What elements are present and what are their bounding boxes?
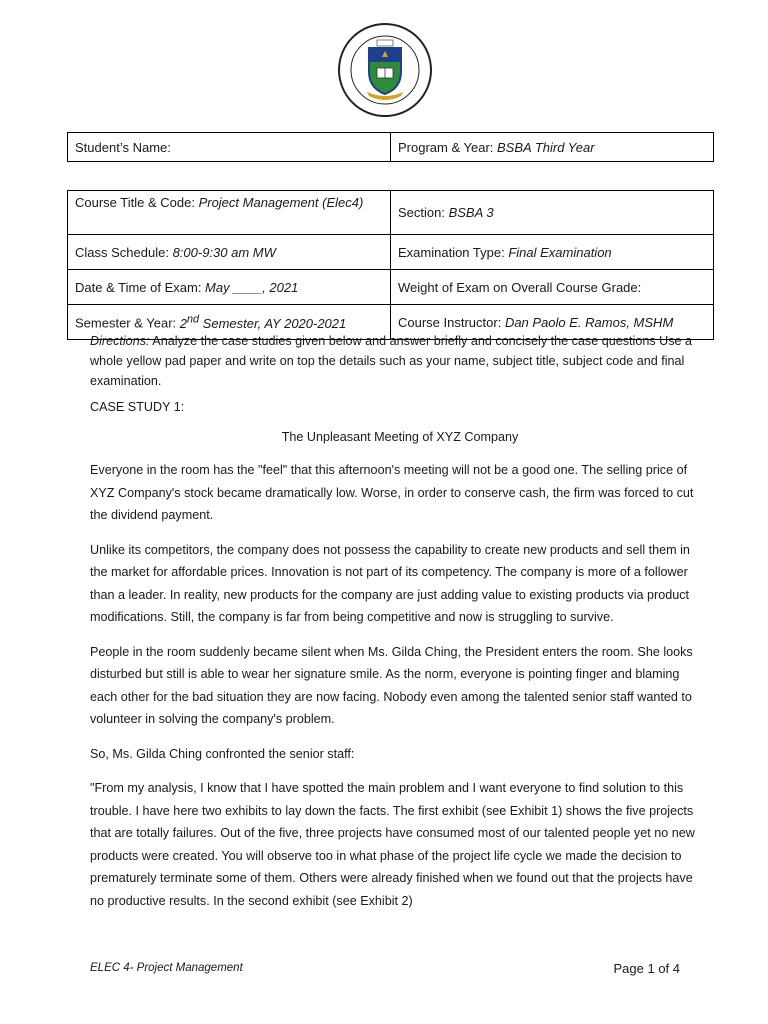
semester-label: Semester & Year: <box>75 315 180 331</box>
exam-weight-label: Weight of Exam on Overall Course Grade: <box>398 279 642 295</box>
exam-body <box>90 331 710 912</box>
case-study-title: The Unpleasant Meeting of XYZ Company <box>281 429 519 444</box>
schedule-value: 8:00-9:30 am MW <box>172 244 276 260</box>
exam-date-value: May ____, 2021 <box>205 279 299 295</box>
schedule-label: Class Schedule: <box>75 244 173 260</box>
instructor-value: Dan Paolo E. Ramos, MSHM <box>504 314 674 330</box>
course-title-cell <box>68 191 391 235</box>
schedule-cell <box>68 235 391 270</box>
exam-type-cell <box>391 235 714 270</box>
directions-paragraph <box>90 331 710 392</box>
exam-date-cell <box>68 270 391 305</box>
course-info-table <box>67 190 714 340</box>
directions-label: Directions: <box>90 334 150 348</box>
section-cell <box>391 191 714 235</box>
page-number: Page 1 of 4 <box>613 961 680 976</box>
section-label: Section: <box>398 205 449 220</box>
exam-type-value: Final Examination <box>508 244 612 260</box>
footer-course: ELEC 4- Project Management <box>90 962 243 974</box>
course-title-value: Project Management (Elec4) <box>198 195 364 210</box>
student-name-cell <box>68 133 391 162</box>
student-name-label: Student’s Name: <box>75 139 171 155</box>
directions-text: Analyze the case studies given below and answer briefly and concisely the case questions Use a whole yellow pad paper and write on top the details such as your name, subject title, subject code and final examination. <box>90 334 693 389</box>
case-paragraph: Unlike its competitors, the company does not possess the capability to create new products and sell them in the market for affordable prices. Innovation is not part of its competency. The company is more of a follower than a leader. In reality, new products for the company are just adding value to existing products via product modifications. Still, the company is far from being competitive and now is struggling to survive. <box>90 542 690 625</box>
semester-value: 2nd Semester, AY 2020-2021 <box>179 313 347 331</box>
student-info-table <box>67 132 714 162</box>
case-paragraph: So, Ms. Gilda Ching confronted the senior staff: <box>90 746 355 761</box>
section-value: BSBA 3 <box>448 205 494 220</box>
program-year-value: BSBA Third Year <box>497 139 595 155</box>
case-paragraph: Everyone in the room has the "feel" that this afternoon's meeting will not be a good one. The selling price of XYZ Company's stock became dramatically low. Worse, in order to conserve cash, the firm was forced to cut the dividend payment. <box>90 463 694 523</box>
case-paragraph: "From my analysis, I know that I have spotted the main problem and I want everyone to find solution to this trouble. I have here two exhibits to lay down the facts. The first exhibit (see Exhibit 1) shows the five projects that are totally failures. Out of the five, three projects have consumed most of our talented people yet no new products were created. You will observe too in what phase of the project life cycle we made the decision to prematurely terminate some of them. Others were already finished when we found out that the projects have no productive results. In the second exhibit (see Exhibit 2) <box>90 781 695 908</box>
exam-date-label: Date & Time of Exam: <box>75 279 206 295</box>
instructor-label: Course Instructor: <box>398 314 505 330</box>
course-title-label: Course Title & Code: <box>75 195 199 210</box>
school-seal-logo <box>337 22 433 118</box>
exam-type-label: Examination Type: <box>398 244 509 260</box>
case-paragraph: People in the room suddenly became silent when Ms. Gilda Ching, the President enters the room. She looks disturbed but still is able to wear her signature smile. As the norm, everyone is pointing finger and blaming each other for the bad situation they are now facing. Nobody even among the talented senior staff wanted to volunteer in solving the company's problem. <box>90 644 693 727</box>
program-year-label: Program & Year: <box>398 139 497 155</box>
program-year-cell <box>391 133 714 162</box>
case-study-label: CASE STUDY 1: <box>90 399 185 414</box>
exam-weight-cell <box>391 270 714 305</box>
